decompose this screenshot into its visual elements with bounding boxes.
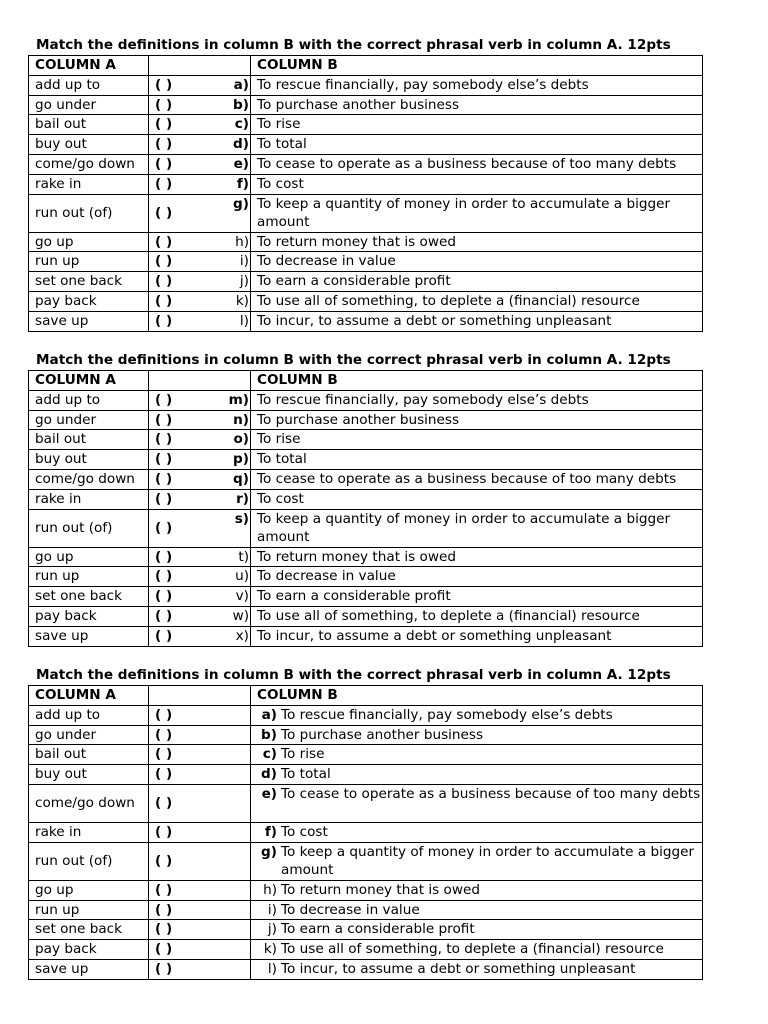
definition-letter: l) [267, 960, 277, 977]
table-row [29, 390, 703, 410]
answer-blank[interactable]: ( ) [155, 136, 173, 153]
answer-blank[interactable]: ( ) [155, 233, 173, 250]
definition: To incur, to assume a debt or something unpleasant [251, 626, 703, 646]
definition-letter: c) [262, 746, 277, 763]
definition: To decrease in value [281, 901, 420, 918]
definition: To purchase another business [251, 95, 703, 115]
matching-table [28, 685, 703, 980]
column-b-header: COLUMN B [251, 686, 703, 706]
definition-letter: n) [233, 411, 249, 428]
matching-table [28, 370, 703, 647]
phrasal-verb: go up [29, 880, 149, 900]
table-row [29, 959, 703, 979]
definition-letter: e) [261, 785, 277, 802]
phrasal-verb: set one back [29, 920, 149, 940]
answer-blank[interactable]: ( ) [155, 941, 173, 958]
table-row [29, 880, 703, 900]
definition-letter: m) [228, 391, 249, 408]
definition-letter: x) [235, 627, 249, 644]
definition-letter: g) [261, 843, 277, 860]
answer-blank[interactable]: ( ) [155, 292, 173, 309]
table-header-row [29, 686, 703, 706]
table-row [29, 135, 703, 155]
definition: To use all of something, to deplete a (financial) resource [281, 941, 664, 958]
definition: To keep a quantity of money in order to accumulate a bigger amount [251, 509, 703, 547]
table-row [29, 291, 703, 311]
definition: To cost [251, 174, 703, 194]
answer-blank[interactable]: ( ) [155, 568, 173, 585]
table-row [29, 784, 703, 822]
definition: To keep a quantity of money in order to accumulate a bigger amount [281, 843, 695, 879]
table-row [29, 567, 703, 587]
phrasal-verb: set one back [29, 587, 149, 607]
definition: To rescue financially, pay somebody else’s debts [281, 706, 613, 723]
table-row [29, 232, 703, 252]
phrasal-verb: run out (of) [29, 842, 149, 880]
table-row [29, 725, 703, 745]
definition: To rise [251, 430, 703, 450]
phrasal-verb: add up to [29, 390, 149, 410]
table-row [29, 174, 703, 194]
answer-blank[interactable]: ( ) [155, 76, 173, 93]
definition-letter: u) [235, 568, 249, 585]
definition: To purchase another business [281, 726, 484, 743]
phrasal-verb: buy out [29, 135, 149, 155]
definition: To use all of something, to deplete a (financial) resource [251, 291, 703, 311]
definition: To rescue financially, pay somebody else’s debts [251, 75, 703, 95]
definition-letter: b) [261, 726, 277, 743]
phrasal-verb: add up to [29, 705, 149, 725]
definition: To cost [251, 489, 703, 509]
definition: To rescue financially, pay somebody else’s debts [251, 390, 703, 410]
matching-table [28, 55, 703, 332]
definition: To total [251, 450, 703, 470]
answer-blank[interactable]: ( ) [155, 253, 173, 270]
definition-letter: a) [233, 76, 249, 93]
definition: To cease to operate as a business because of too many debts [281, 785, 701, 802]
definition-letter: i) [267, 901, 277, 918]
phrasal-verb: buy out [29, 450, 149, 470]
answer-blank[interactable]: ( ) [155, 726, 173, 743]
definition-letter: v) [235, 588, 249, 605]
table-row [29, 272, 703, 292]
phrasal-verb: pay back [29, 291, 149, 311]
answer-blank[interactable]: ( ) [155, 175, 173, 192]
phrasal-verb: go under [29, 725, 149, 745]
answer-blank[interactable]: ( ) [155, 155, 173, 172]
definition-letter: d) [261, 766, 277, 783]
definition-letter: o) [233, 431, 249, 448]
phrasal-verb: save up [29, 311, 149, 331]
table-row [29, 489, 703, 509]
definition: To return money that is owed [251, 547, 703, 567]
table-row [29, 154, 703, 174]
column-b-header: COLUMN B [251, 56, 703, 76]
phrasal-verb: run up [29, 567, 149, 587]
definition-letter: i) [239, 253, 249, 270]
table-row [29, 509, 703, 547]
answer-blank[interactable]: ( ) [155, 273, 173, 290]
table-row [29, 95, 703, 115]
definition: To cease to operate as a business because of too many debts [251, 154, 703, 174]
answer-blank[interactable]: ( ) [155, 706, 173, 723]
definition: To purchase another business [251, 410, 703, 430]
table-row [29, 900, 703, 920]
definition-letter: h) [235, 233, 249, 250]
definition-letter: g) [233, 195, 249, 212]
phrasal-verb: go under [29, 410, 149, 430]
phrasal-verb: rake in [29, 489, 149, 509]
table-header-row [29, 371, 703, 391]
definition-letter: w) [232, 607, 249, 624]
table-row [29, 194, 703, 232]
answer-blank[interactable]: ( ) [155, 746, 173, 763]
phrasal-verb: save up [29, 959, 149, 979]
table-row [29, 626, 703, 646]
definition: To cost [281, 823, 328, 840]
answer-blank[interactable]: ( ) [155, 519, 173, 536]
definition-letter: l) [239, 312, 249, 329]
definition: To incur, to assume a debt or something unpleasant [281, 960, 636, 977]
definition-letter: b) [233, 96, 249, 113]
definition: To cease to operate as a business because of too many debts [251, 469, 703, 489]
definition: To earn a considerable profit [281, 921, 475, 938]
table-row [29, 430, 703, 450]
phrasal-verb: go up [29, 232, 149, 252]
table-row [29, 547, 703, 567]
definition: To earn a considerable profit [251, 587, 703, 607]
phrasal-verb: come/go down [29, 784, 149, 822]
answer-blank[interactable]: ( ) [155, 960, 173, 977]
answer-column-header [149, 686, 251, 706]
column-b-header: COLUMN B [251, 371, 703, 391]
answer-blank[interactable]: ( ) [155, 588, 173, 605]
table-row [29, 311, 703, 331]
table-row [29, 587, 703, 607]
phrasal-verb: go under [29, 95, 149, 115]
table-row [29, 75, 703, 95]
phrasal-verb: pay back [29, 940, 149, 960]
phrasal-verb: bail out [29, 430, 149, 450]
definition-letter: f) [264, 823, 277, 840]
definition-letter: t) [238, 548, 249, 565]
definition-letter: j) [267, 921, 277, 938]
definition: To decrease in value [251, 567, 703, 587]
definition-letter: d) [233, 136, 249, 153]
definition: To incur, to assume a debt or something unpleasant [251, 311, 703, 331]
phrasal-verb: rake in [29, 174, 149, 194]
definition: To return money that is owed [281, 881, 480, 898]
definition-letter: a) [261, 706, 277, 723]
table-row [29, 940, 703, 960]
answer-blank[interactable]: ( ) [155, 901, 173, 918]
answer-blank[interactable]: ( ) [155, 627, 173, 644]
answer-column-header [149, 371, 251, 391]
table-row [29, 606, 703, 626]
definition: To use all of something, to deplete a (financial) resource [251, 606, 703, 626]
definition-letter: s) [234, 510, 249, 527]
answer-blank[interactable]: ( ) [155, 116, 173, 133]
phrasal-verb: save up [29, 626, 149, 646]
definition: To rise [281, 746, 325, 763]
table-row [29, 115, 703, 135]
answer-blank[interactable]: ( ) [155, 490, 173, 507]
definition-letter: k) [263, 941, 277, 958]
definition: To return money that is owed [251, 232, 703, 252]
column-a-header: COLUMN A [29, 371, 149, 391]
table-row [29, 469, 703, 489]
phrasal-verb: pay back [29, 606, 149, 626]
phrasal-verb: come/go down [29, 469, 149, 489]
answer-blank[interactable]: ( ) [155, 823, 173, 840]
phrasal-verb: add up to [29, 75, 149, 95]
section-title: Match the definitions in column B with the correct phrasal verb in column A. 12pts [36, 667, 671, 683]
table-row [29, 842, 703, 880]
definition: To earn a considerable profit [251, 272, 703, 292]
definition: To keep a quantity of money in order to accumulate a bigger amount [251, 194, 703, 232]
phrasal-verb: bail out [29, 115, 149, 135]
answer-blank[interactable]: ( ) [155, 881, 173, 898]
answer-blank[interactable]: ( ) [155, 607, 173, 624]
phrasal-verb: come/go down [29, 154, 149, 174]
definition-letter: k) [235, 292, 249, 309]
definition-letter: f) [236, 175, 249, 192]
column-a-header: COLUMN A [29, 686, 149, 706]
exercise-section-1 [28, 35, 702, 332]
definition-letter: r) [236, 490, 249, 507]
answer-blank[interactable]: ( ) [155, 204, 173, 221]
section-title: Match the definitions in column B with the correct phrasal verb in column A. 12pts [36, 352, 671, 368]
answer-blank[interactable]: ( ) [155, 921, 173, 938]
table-row [29, 252, 703, 272]
exercise-section-2 [28, 350, 702, 647]
phrasal-verb: set one back [29, 272, 149, 292]
phrasal-verb: run out (of) [29, 194, 149, 232]
answer-blank[interactable]: ( ) [155, 312, 173, 329]
phrasal-verb: rake in [29, 822, 149, 842]
section-title: Match the definitions in column B with the correct phrasal verb in column A. 12pts [36, 37, 671, 53]
answer-blank[interactable]: ( ) [155, 411, 173, 428]
definition-letter: p) [233, 451, 249, 468]
answer-column-header [149, 56, 251, 76]
answer-blank[interactable]: ( ) [155, 766, 173, 783]
phrasal-verb: buy out [29, 765, 149, 785]
table-row [29, 765, 703, 785]
table-header-row [29, 56, 703, 76]
phrasal-verb: run up [29, 252, 149, 272]
table-row [29, 920, 703, 940]
definition-letter: q) [233, 470, 249, 487]
answer-blank[interactable]: ( ) [155, 451, 173, 468]
exercise-section-3 [28, 665, 702, 980]
answer-blank[interactable]: ( ) [155, 391, 173, 408]
definition-letter: e) [233, 155, 249, 172]
definition: To rise [251, 115, 703, 135]
definition-letter: h) [263, 881, 277, 898]
table-row [29, 745, 703, 765]
column-a-header: COLUMN A [29, 56, 149, 76]
table-row [29, 705, 703, 725]
table-row [29, 410, 703, 430]
table-row [29, 822, 703, 842]
table-row [29, 450, 703, 470]
definition: To total [281, 766, 331, 783]
answer-blank[interactable]: ( ) [155, 852, 173, 869]
answer-blank[interactable]: ( ) [155, 470, 173, 487]
definition: To decrease in value [251, 252, 703, 272]
answer-blank[interactable]: ( ) [155, 548, 173, 565]
phrasal-verb: run out (of) [29, 509, 149, 547]
definition: To total [251, 135, 703, 155]
answer-blank[interactable]: ( ) [155, 794, 173, 811]
phrasal-verb: bail out [29, 745, 149, 765]
answer-blank[interactable]: ( ) [155, 431, 173, 448]
phrasal-verb: run up [29, 900, 149, 920]
answer-blank[interactable]: ( ) [155, 96, 173, 113]
definition-letter: j) [239, 273, 249, 290]
phrasal-verb: go up [29, 547, 149, 567]
definition-letter: c) [234, 116, 249, 133]
